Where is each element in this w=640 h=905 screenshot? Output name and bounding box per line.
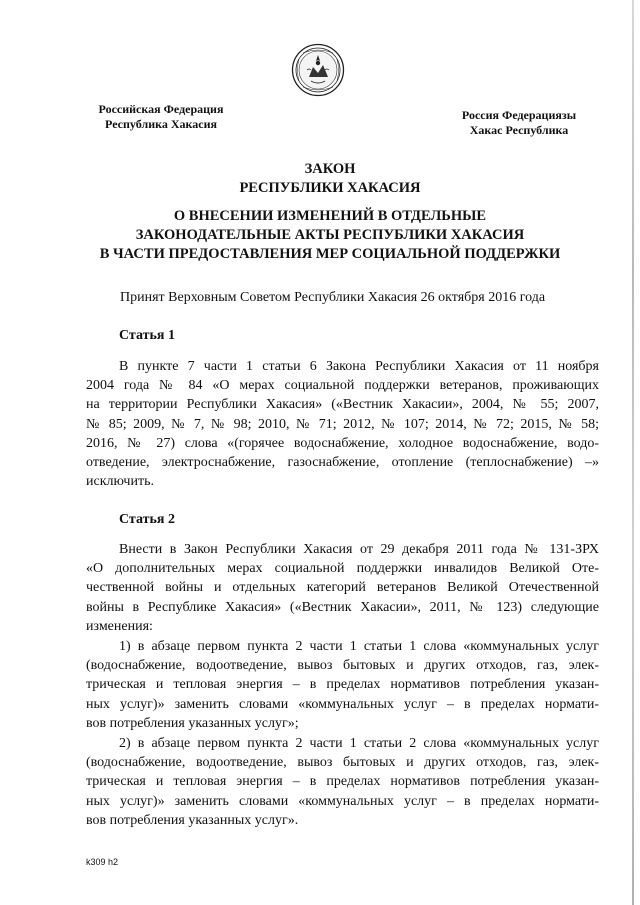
adoption-note: Принят Верховным Советом Республики Хакасия 26 октября 2016 года bbox=[120, 290, 546, 305]
article-2-intro bbox=[86, 540, 599, 636]
document-code: k309 h2 bbox=[86, 857, 119, 867]
law-title-line2: РЕСПУБЛИКИ ХАКАСИЯ bbox=[239, 180, 421, 196]
article-2-intro-line: «О дополнительных мерах социальной поддержки инвалидов Великой Оте- bbox=[86, 561, 599, 577]
article-2-heading: Статья 2 bbox=[119, 512, 175, 527]
law-subtitle bbox=[80, 207, 580, 264]
law-title-line1: ЗАКОН bbox=[304, 161, 356, 177]
article-1-line: 2004 года № 84 «О мерах социальной поддержки ветеранов, проживающих bbox=[86, 378, 599, 394]
article-2-item-1-line: ных услуг)» заменить словами «коммунальных услуг – в пределах нормати- bbox=[86, 696, 599, 712]
law-subtitle-line3: В ЧАСТИ ПРЕДОСТАВЛЕНИЯ МЕР СОЦИАЛЬНОЙ ПОДДЕРЖКИ bbox=[99, 246, 561, 262]
article-1-heading: Статья 1 bbox=[119, 328, 175, 343]
coat-of-arms-icon bbox=[291, 43, 345, 97]
article-2-item-1-line: вов потребления указанных услуг»; bbox=[86, 715, 299, 731]
header-right-line2: Хакас Республика bbox=[469, 123, 569, 137]
header-right bbox=[444, 108, 594, 138]
article-2-item-2-line: трическая и тепловая энергия – в пределах нормативов потребления указан- bbox=[86, 774, 599, 790]
header-left-line1: Российская Федерация bbox=[98, 102, 224, 116]
law-subtitle-line2: ЗАКОНОДАТЕЛЬНЫЕ АКТЫ РЕСПУБЛИКИ ХАКАСИЯ bbox=[135, 227, 525, 243]
article-2-item-2-line: 2) в абзаце первом пункта 2 части 1 статьи 2 слова «коммунальных услуг bbox=[119, 736, 599, 751]
law-subtitle-line1: О ВНЕСЕНИИ ИЗМЕНЕНИЙ В ОТДЕЛЬНЫЕ bbox=[173, 208, 487, 224]
article-1-text bbox=[86, 357, 599, 491]
article-2-intro-line: изменения: bbox=[86, 618, 153, 634]
article-1-line: № 85; 2009, № 7, № 98; 2010, № 71; 2012, № 107; 2014, № 72; 2015, № 58; bbox=[86, 416, 599, 432]
article-1-line: на территории Республики Хакасия» («Вестник Хакасии», 2004, № 55; 2007, bbox=[86, 397, 599, 413]
article-2-intro-line: чественной войны и отдельных категорий ветеранов Великой Отечественной bbox=[86, 580, 599, 596]
header-left-line2: Республика Хакасия bbox=[105, 117, 217, 131]
article-2-item-2-line: вов потребления указанных услуг». bbox=[86, 812, 299, 828]
article-2-item-2-line: (водоснабжение, водоотведение, вывоз бытовых и других отходов, газ, элек- bbox=[86, 755, 599, 771]
header-right-line1: Россия Федерациязы bbox=[461, 108, 577, 122]
header-left bbox=[86, 102, 236, 132]
article-2-item-2-line: ных услуг)» заменить словами «коммунальных услуг – в пределах нормати- bbox=[86, 793, 599, 809]
article-1-line: В пункте 7 части 1 статьи 6 Закона Республики Хакасия от 11 ноября bbox=[119, 359, 599, 374]
article-2-intro-line: Внести в Закон Республики Хакасия от 29 декабря 2011 года № 131-ЗРХ bbox=[119, 542, 599, 557]
law-title bbox=[80, 160, 580, 198]
article-2-item-1-line: (водоснабжение, водоотведение, вывоз бытовых и других отходов, газ, элек- bbox=[86, 658, 599, 674]
scan-edge bbox=[632, 0, 634, 905]
article-2-item-2 bbox=[86, 734, 599, 830]
article-2-item-1 bbox=[86, 637, 599, 733]
article-2-intro-line: войны в Республике Хакасия» («Вестник Хакасии», 2011, № 123) следующие bbox=[86, 599, 599, 615]
article-1-line: исключить. bbox=[86, 474, 154, 490]
article-1-line: отведение, электроснабжение, газоснабжение, отопление (теплоснабжение) –» bbox=[86, 455, 599, 471]
article-2-item-1-line: 1) в абзаце первом пункта 2 части 1 статьи 1 слова «коммунальных услуг bbox=[119, 639, 599, 654]
article-1-line: 2016, № 27) слова «(горячее водоснабжение, холодное водоснабжение, водо- bbox=[86, 435, 599, 451]
article-2-item-1-line: трическая и тепловая энергия – в пределах нормативов потребления указан- bbox=[86, 677, 599, 693]
